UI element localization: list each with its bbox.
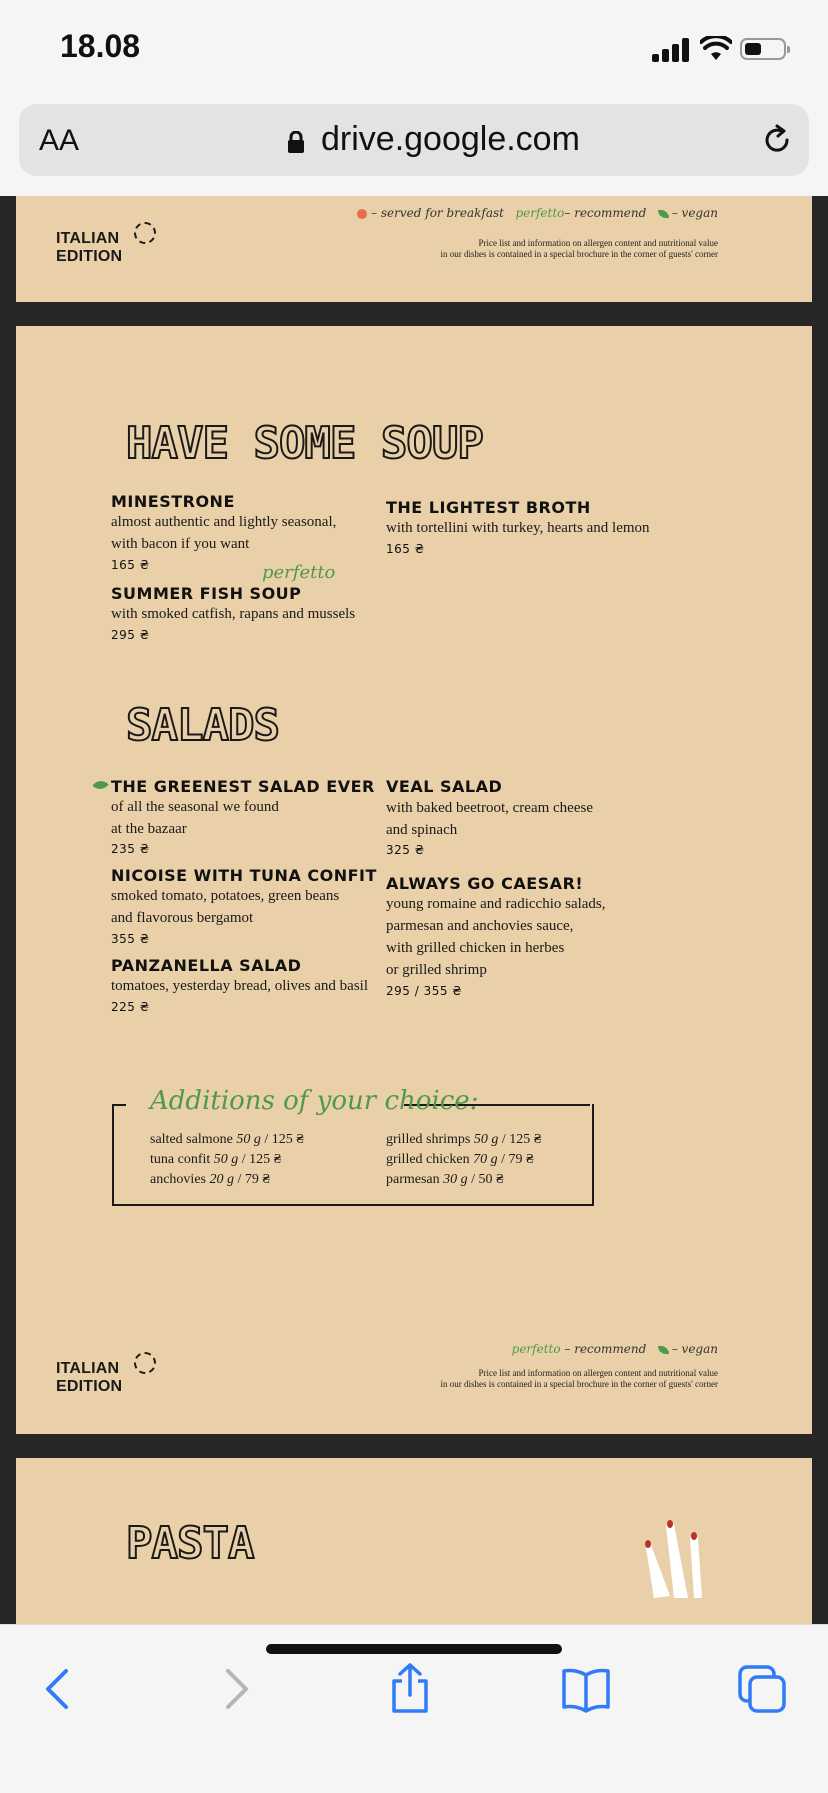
bookmarks-icon[interactable] <box>558 1661 614 1717</box>
dish-description: with baked beetroot, cream cheese <box>386 800 593 816</box>
reload-icon[interactable] <box>759 122 795 158</box>
italian-edition-logo: ITALIAN EDITION <box>56 230 122 266</box>
addition-item: grilled shrimps 50 g / 125 ₴ <box>386 1132 542 1147</box>
wifi-icon <box>700 36 732 62</box>
dish-name: VEAL SALAD <box>386 777 503 796</box>
dish-price: 165 ₴ <box>386 542 425 556</box>
dish-description: at the bazaar <box>111 821 187 837</box>
allergen-note: Price list and information on allergen content and nutritional value in our dishes is contained in a special brochure in the corner of guests' corner <box>440 238 718 259</box>
document-viewer[interactable] <box>0 196 828 1624</box>
menu-page <box>16 1458 812 1624</box>
additions-title: Additions of your choice: <box>150 1086 479 1116</box>
section-title-pasta: PASTA <box>126 1518 254 1569</box>
dish-name: THE GREENEST SALAD EVER <box>111 777 375 796</box>
addition-item: grilled chicken 70 g / 79 ₴ <box>386 1152 534 1167</box>
dish-description: of all the seasonal we found <box>111 799 279 815</box>
dish-description: parmesan and anchovies sauce, <box>386 918 574 934</box>
section-title-soup: HAVE SOME SOUP <box>126 418 483 469</box>
dish-name: SUMMER FISH SOUP <box>111 584 302 603</box>
italian-edition-logo: ITALIAN EDITION <box>56 1360 122 1396</box>
menu-page <box>16 196 812 302</box>
dish-price: 295 / 355 ₴ <box>386 984 463 998</box>
dish-price: 225 ₴ <box>111 1000 150 1014</box>
dish-price: 325 ₴ <box>386 843 425 857</box>
status-bar <box>0 0 828 98</box>
dish-description: with grilled chicken in herbes <box>386 940 565 956</box>
hand-illustration <box>636 1518 726 1598</box>
dish-description: young romaine and radicchio salads, <box>386 896 606 912</box>
dish-description: almost authentic and lightly seasonal, <box>111 514 337 530</box>
allergen-note: Price list and information on allergen content and nutritional value in our dishes is contained in a special brochure in the corner of guests' corner <box>440 1368 718 1389</box>
dish-description: tomatoes, yesterday bread, olives and basil <box>111 978 369 994</box>
tabs-icon[interactable] <box>734 1661 790 1717</box>
vegan-leaf-icon <box>658 210 669 218</box>
cellular-signal-icon <box>652 38 692 62</box>
dish-description: with bacon if you want <box>111 536 250 552</box>
breakfast-icon <box>357 209 367 219</box>
reader-options-button[interactable]: AA <box>39 124 80 157</box>
home-indicator <box>266 1644 562 1654</box>
dish-description: smoked tomato, potatoes, green beans <box>111 888 340 904</box>
addition-item: anchovies 20 g / 79 ₴ <box>150 1172 271 1187</box>
legend: perfetto – recommend – vegan <box>511 1342 718 1356</box>
dish-price: 295 ₴ <box>111 628 150 642</box>
vegan-leaf-icon <box>658 1346 669 1354</box>
addition-item: parmesan 30 g / 50 ₴ <box>386 1172 504 1187</box>
dish-description: or grilled shrimp <box>386 962 487 978</box>
additions-border <box>112 1104 126 1106</box>
dish-name: PANZANELLA SALAD <box>111 956 302 975</box>
dish-price: 165 ₴ <box>111 558 150 572</box>
section-title-salads: SALADS <box>126 700 279 751</box>
legend: – served for breakfast perfetto– recommend – vegan <box>357 206 718 220</box>
dish-description: and flavorous bergamot <box>111 910 254 926</box>
sun-logo-icon <box>134 222 156 244</box>
dish-price: 235 ₴ <box>111 842 150 856</box>
share-icon[interactable] <box>382 1661 438 1717</box>
perfetto-badge: perfetto <box>262 562 336 583</box>
dish-name: NICOISE WITH TUNA CONFIT <box>111 866 377 885</box>
dish-description: with tortellini with turkey, hearts and lemon <box>386 520 650 536</box>
dish-name: ALWAYS GO CAESAR! <box>386 874 584 893</box>
browser-toolbar <box>0 98 828 196</box>
url-domain[interactable]: drive.google.com <box>321 120 580 158</box>
dish-description: with smoked catfish, rapans and mussels <box>111 606 356 622</box>
battery-icon <box>740 38 786 60</box>
status-time: 18.08 <box>60 28 141 64</box>
lock-icon <box>287 131 305 153</box>
sun-logo-icon <box>134 1352 156 1374</box>
dish-name: MINESTRONE <box>111 492 235 511</box>
menu-page <box>16 326 812 1434</box>
address-bar[interactable] <box>19 104 809 176</box>
dish-description: and spinach <box>386 822 458 838</box>
forward-icon[interactable] <box>208 1661 264 1717</box>
dish-price: 355 ₴ <box>111 932 150 946</box>
addition-item: salted salmone 50 g / 125 ₴ <box>150 1132 304 1147</box>
dish-name: THE LIGHTEST BROTH <box>386 498 591 517</box>
vegan-leaf-icon <box>92 777 108 793</box>
back-icon[interactable] <box>30 1661 86 1717</box>
addition-item: tuna confit 50 g / 125 ₴ <box>150 1152 282 1167</box>
